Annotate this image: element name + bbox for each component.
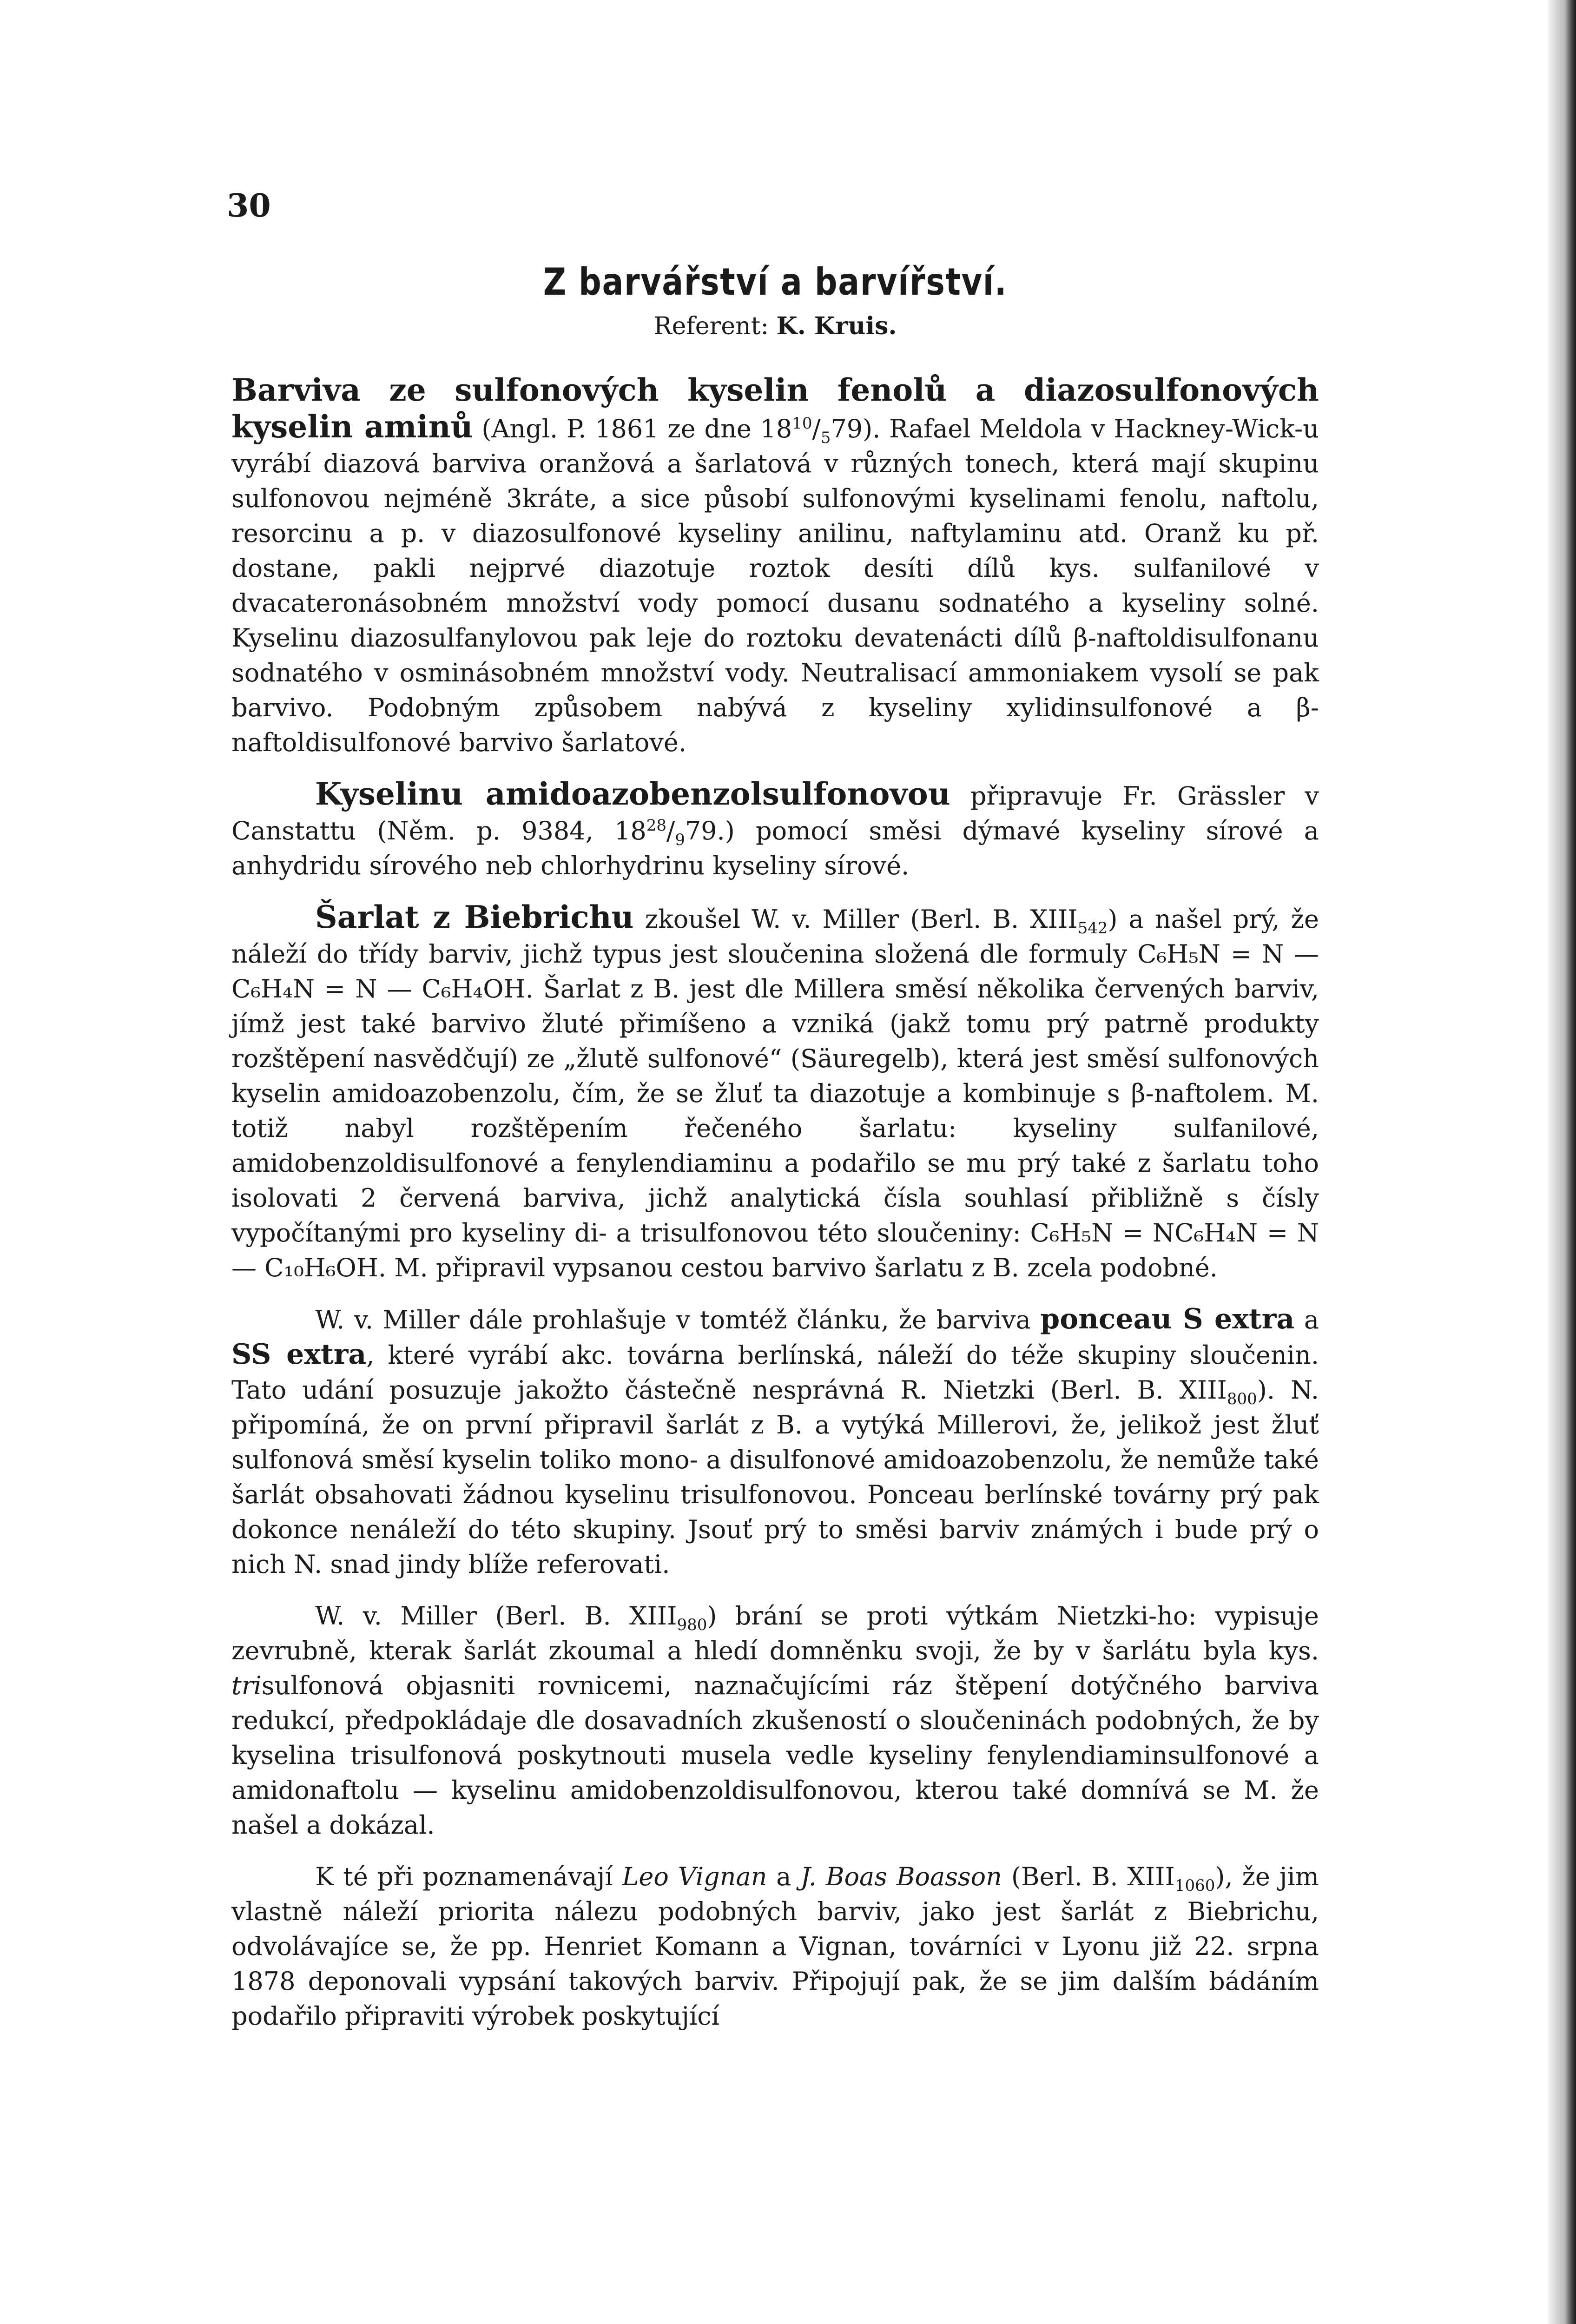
ref-sub: 5 bbox=[820, 428, 831, 447]
paragraph-biebrich-scarlet bbox=[231, 900, 1319, 1285]
chemical-formula: C₆H₅N = NC₆H₄N = N — C₁₀H₆OH. bbox=[231, 1218, 1319, 1282]
paragraph-heading: Kyselinu amidoazobenzolsulfonovou bbox=[315, 776, 950, 812]
ref-sup: 28 bbox=[646, 816, 666, 835]
paragraph-sulfonic-dyes: Barviva ze sulfonových kyselin fenolů a diazosulfonových kyselin aminů (Angl. P. 1861 ze dne $18^{10}/_579$). Rafael Meldola v Hackney-Wick-u vyrábí diazová barviva oranžová a šarlatová v různých tonech, která mají skupinu sulfonovou nejméně 3kráte, a sice působí sulfonovými kyselinami fenolu, naftolu, resorcinu a p. v diazosulfonové kyseliny anilinu, naftylaminu atd. Oranž ku př. dostane, pakli nejprvé diazotuje roztok desíti dílů kys. sulfanilové v dvacateronásobném množství vody pomocí dusanu sodnatého a kyseliny solné. Kyselinu diazosulfanylovou pak leje do roztoku devatenácti dílů β-naftoldisulfonanu sodnatého v osminásobném množství vody. Neutralisací ammoniakem vysolí se pak barvivo. Podobným způsobem nabývá z kyseliny xylidinsulfonové a β-naftoldisulfonové barvivo šarlatové. bbox=[231, 372, 1319, 757]
ref-sub: 542 bbox=[1077, 918, 1108, 938]
paragraph-text: ) brání se proti výtkám Nietzki-ho: vypisuje zevrubně, kterak šarlát zkoumal a hledí domněnku svoji, že by v šarlátu byla kys. bbox=[231, 1601, 1319, 1665]
paragraph-text: Rafael Meldola v Hackney-Wick-u vyrábí diazová barviva oranžová a šarlatová v různých tonech, která mají skupinu sulfonovou nejméně 3kráte, a sice působí sulfonovými kyselinami fenolu, naftolu, resorcinu a p. v diazosulfonové kyseliny anilinu, naftylaminu atd. Oranž ku př. dostane, pakli nejprvé diazotuje roztok desíti dílů kys. sulfanilové v dvacateronásobném množství vody pomocí dusanu sodnatého a kyseliny solné. Kyselinu diazosulfanylovou pak leje do roztoku devatenácti dílů β-naftoldisulfonanu sodnatého v osminásobném množství vody. Neutralisací ammoniakem vysolí se pak barvivo. Podobným způsobem nabývá z kyseliny xylidinsulfonové a β-naftoldisulfonové barvivo šarlatové. bbox=[231, 414, 1319, 757]
patent-reference: (Angl. P. 1861 ze dne 18 bbox=[481, 414, 792, 443]
chemical-formula: C₆H₅N = N — C₆H₄N = N — C₆H₄OH. bbox=[231, 939, 1319, 1004]
ref-sup: 10 bbox=[792, 414, 812, 433]
paragraph-ponceau bbox=[231, 1302, 1319, 1582]
paragraph-miller-reply bbox=[231, 1598, 1319, 1842]
paragraph-text: W. v. Miller dále prohlašuje v tomtéž článku, že barviva bbox=[315, 1305, 1031, 1334]
paragraph-text: a bbox=[1304, 1305, 1319, 1334]
paragraph-text: sulfonová objasniti rovnicemi, naznačujícími ráz štěpení dotýčného barviva redukcí, předpokládaje dle dosavadních zkušeností o sloučeninách podobných, že by kyselina trisulfonová poskytnouti musela vedle kyseliny fenylendiaminsulfonové a amidonaftolu — kyselinu amidobenzoldisulfonovou, kterou také domnívá se M. že našel a dokázal. bbox=[231, 1671, 1319, 1840]
paragraph-text: , které vyrábí akc. továrna berlínská, náleží do téže skupiny sloučenin. Tato udání posuzuje jakožto částečně nesprávná R. Nietzki (Berl. B. XIII bbox=[231, 1340, 1319, 1405]
author-name: J. Boas Boasson bbox=[800, 1862, 1002, 1891]
article bbox=[231, 260, 1319, 2050]
scan-page-edge bbox=[1548, 0, 1576, 2324]
paragraph-text: 79.) pomocí směsi dýmavé kyseliny sírové a anhydridu sírového neb chlorhydrinu kyseliny sírové. bbox=[231, 816, 1319, 880]
paragraph-text: Šarlat z B. jest dle Millera směsí několika červených barviv, jímž jest také barvivo žluté přimíšeno a vzniká (jakž tomu prý patrně produkty rozštěpení nasvědčují) ze „žlutě sulfonové“ (Säuregelb), která jest směsí sulfonových kyselin amidoazobenzolu, čím, že se žluť ta diazotuje a kombinuje s β-naftolem. M. totiž nabyl rozštěpením řečeného šarlatu: kyseliny sulfanilové, amidobenzoldisulfonové a fenylendiaminu a podařilo se mu prý také z šarlatu toho isolovati 2 červená barviva, jichž analytická čísla souhlasí přibližně s čísly vypočítanými pro kyseliny di- a trisulfonovou této sloučeniny: bbox=[231, 974, 1319, 1248]
italic-prefix: tri bbox=[231, 1671, 262, 1700]
paragraph-text: ) a našel prý, že náleží do třídy barviv, jichž typus jest sloučenina složená dle formuly bbox=[231, 905, 1319, 969]
paragraph-text: W. v. Miller (Berl. B. XIII bbox=[315, 1601, 677, 1631]
ref-sub: 9 bbox=[675, 830, 685, 849]
dye-name: SS extra bbox=[231, 1338, 367, 1371]
paragraph-heading: Barviva ze sulfonových kyselin fenolů a diazosulfonových kyselin aminů bbox=[231, 372, 1319, 445]
paragraph-text: M. připravil vypsanou cestou barvivo šarlatu z B. zcela podobné. bbox=[386, 1253, 1218, 1282]
paragraph-text: ), že jim vlastně náleží priorita nálezu podobných barviv, jako jest šarlát z Biebrichu, odvolávajíce se, že pp. Henriet Komann a Vignan, továrníci v Lyonu již 22. srpna 1878 deponovali vypsání takových barviv. Připojují pak, že se jim dalším bádáním podařilo připraviti výrobek poskytující bbox=[231, 1862, 1319, 2031]
referent-label: Referent: bbox=[653, 312, 769, 340]
referent-name: K. Kruis. bbox=[776, 312, 897, 340]
paragraph-heading: Šarlat z Biebrichu bbox=[315, 899, 634, 935]
paragraph-amidoazobenzol: Kyselinu amidoazobenzolsulfonovou připravuje Fr. Grässler v Canstattu (Něm. p. 9384, $18^{28}/_979$.) pomocí směsi dýmavé kyseliny sírové a anhydridu sírového neb chlorhydrinu kyseliny sírové. bbox=[231, 776, 1319, 880]
paragraph-vignan-boasson bbox=[231, 1859, 1319, 2034]
ref-sub: 980 bbox=[677, 1615, 707, 1634]
paragraph-text: ). N. připomíná, že on první připravil šarlát z B. a vytýká Millerovi, že, jelikož jest žluť sulfonová směsí kyselin toliko mono- a disulfonové amidoazobenzolu, že nemůže také šarlát obsahovati žádnou kyselinu trisulfonovou. Ponceau berlínské továrny prý pak dokonce nenáleží do této skupiny. Jsouť prý to směsi barviv známých i bude prý o nich N. snad jindy blíže referovati. bbox=[231, 1375, 1319, 1579]
ref-sub: 800 bbox=[1227, 1389, 1257, 1408]
author-name: Leo Vignan bbox=[622, 1862, 767, 1891]
ref-end: 79). bbox=[831, 414, 881, 443]
page-number: 30 bbox=[227, 187, 271, 224]
paragraph-text: zkoušel W. v. Miller (Berl. B. XIII bbox=[645, 905, 1078, 934]
paragraph-text: připravuje Fr. Grässler v Canstattu (Něm. p. 9384, 18 bbox=[231, 781, 1319, 845]
paragraph-text: a bbox=[776, 1862, 791, 1891]
dye-name: ponceau S extra bbox=[1040, 1303, 1295, 1335]
section-title: Z barvářství a barvířství. bbox=[543, 260, 1008, 304]
paragraph-text: (Berl. B. XIII bbox=[1011, 1862, 1175, 1891]
ref-sub: 1060 bbox=[1174, 1876, 1215, 1895]
referent-line bbox=[231, 312, 1319, 340]
paragraph-text: K té při poznamenávají bbox=[315, 1862, 613, 1891]
